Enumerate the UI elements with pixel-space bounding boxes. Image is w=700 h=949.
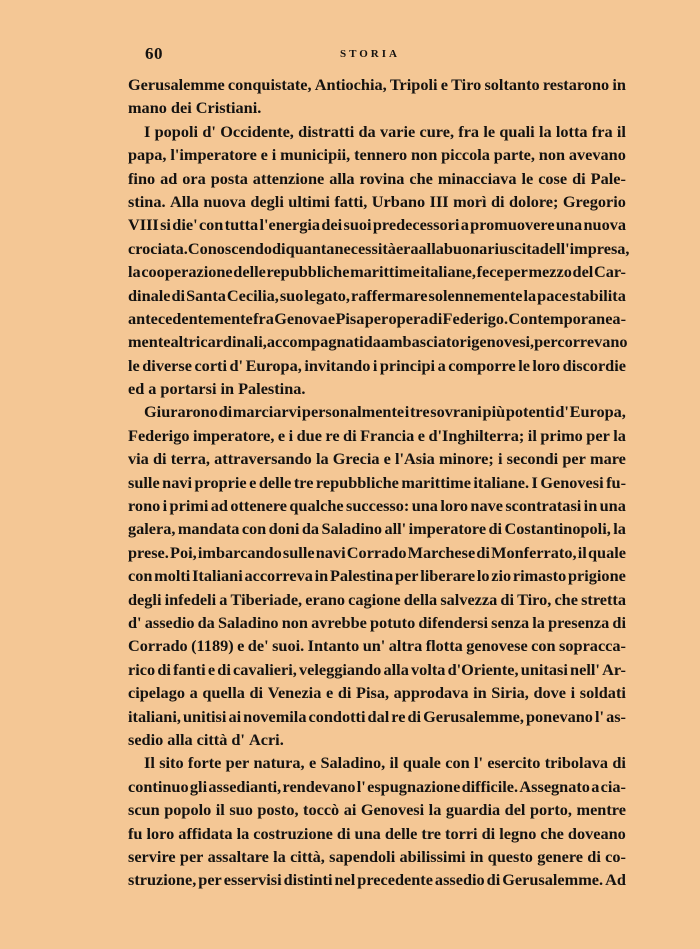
text-line: Gerusalemme conquistate, Antiochia, Tripoli e Tiro soltanto restarono in xyxy=(128,75,626,94)
text-line: d' assedio da Saladino non avrebbe potuto difendersi senza la presenza di xyxy=(128,612,626,632)
text-line: rico di fanti e di cavalieri, veleggiando alla volta d'Oriente, unitasi nell' Ar- xyxy=(128,659,626,679)
text-line: stina. Alla nuova degli ultimi fatti, Urbano III morì di dolore; Gregorio xyxy=(128,191,626,211)
text-line: galera, mandata con doni da Saladino all' imperatore di Costantinopoli, la xyxy=(128,519,626,539)
text-line: la cooperazione delle repubbliche marittime italiane, fece per mezzo del Car- xyxy=(128,262,626,282)
text-line: mente altri cardinali, accompagnati da ambasciatori genovesi, percorrevano xyxy=(128,332,628,352)
text-line: dinale di Santa Cecilia, suo legato, raffermare solennemente la pace stabilita xyxy=(128,285,626,305)
page-header xyxy=(0,44,700,68)
text-line: Corrado (1189) e de' suoi. Intanto un' altra flotta genovese con sopracca- xyxy=(128,636,626,656)
text-line: VIII si die' con tutta l'energia dei suoi predecessori a promuovere una nuova xyxy=(128,215,626,235)
page-number: 60 xyxy=(145,44,163,63)
text-line: I popoli d' Occidente, distratti da varie cure, fra le quali la lotta fra il xyxy=(144,121,626,141)
text-line: fu loro affidata la costruzione di una delle tre torri di legno che doveano xyxy=(128,823,626,843)
text-line: degli infedeli a Tiberiade, erano cagione della salvezza di Tiro, che stretta xyxy=(128,589,626,609)
text-line: Giurarono di marciarvi personalmente i tre sovrani più potenti d' Europa, xyxy=(144,402,626,422)
text-line: struzione, per esservisi distinti nel precedente assedio di Gerusalemme. Ad xyxy=(128,870,626,890)
text-line: sulle navi proprie e delle tre repubbliche marittime italiane. I Genovesi fu- xyxy=(128,472,626,492)
text-line: sedio alla città d' Acri. xyxy=(128,729,284,749)
text-line: servire per assaltare la città, sapendoli abilissimi in questo genere di co- xyxy=(128,846,626,866)
text-line: prese. Poi, imbarcando sulle navi Corrado Marchese di Monferrato, il quale xyxy=(128,542,626,562)
text-line: Federigo imperatore, e i due re di Francia e d'Inghilterra; il primo per la xyxy=(128,425,626,445)
text-line: continuo gli assedianti, rendevano l' espugnazione difficile. Assegnato a cia- xyxy=(128,776,626,796)
body-text xyxy=(128,73,630,892)
text-line: Il sito forte per natura, e Saladino, il quale con l' esercito tribolava di xyxy=(144,753,626,773)
text-line: fino ad ora posta attenzione alla rovina che minacciava le cose di Pale- xyxy=(128,168,626,188)
text-line: crociata. Conoscendo di quanta necessità era alla buona riuscita dell' impresa, xyxy=(128,238,630,258)
text-line: antecedentemente fra Genova e Pisa per opera di Federigo. Contemporanea- xyxy=(128,308,626,328)
text-line: ed a portarsi in Palestina. xyxy=(128,379,306,399)
text-line: le diverse corti d' Europa, invitando i principi a comporre le loro discordie xyxy=(128,355,626,375)
text-line: cipelago a quella di Venezia e di Pisa, approdava in Siria, dove i soldati xyxy=(128,683,626,703)
text-line: rono i primi ad ottenere qualche successo: una loro nave scontratasi in una xyxy=(128,496,626,516)
text-line: italiani, unitisi ai novemila condotti dal re di Gerusalemme, ponevano l' as- xyxy=(128,706,626,726)
text-line: scun popolo il suo posto, toccò ai Genovesi la guardia del porto, mentre xyxy=(128,800,626,820)
text-line: papa, l'imperatore e i municipii, tennero non piccola parte, non avevano xyxy=(128,145,626,165)
running-title: STORIA xyxy=(340,48,400,60)
text-line: con molti Italiani accorreva in Palestina per liberare lo zio rimasto prigione xyxy=(128,566,626,586)
text-line: via di terra, attraversando la Grecia e l'Asia minore; i secondi per mare xyxy=(128,449,626,469)
text-line: mano dei Cristiani. xyxy=(128,98,262,118)
